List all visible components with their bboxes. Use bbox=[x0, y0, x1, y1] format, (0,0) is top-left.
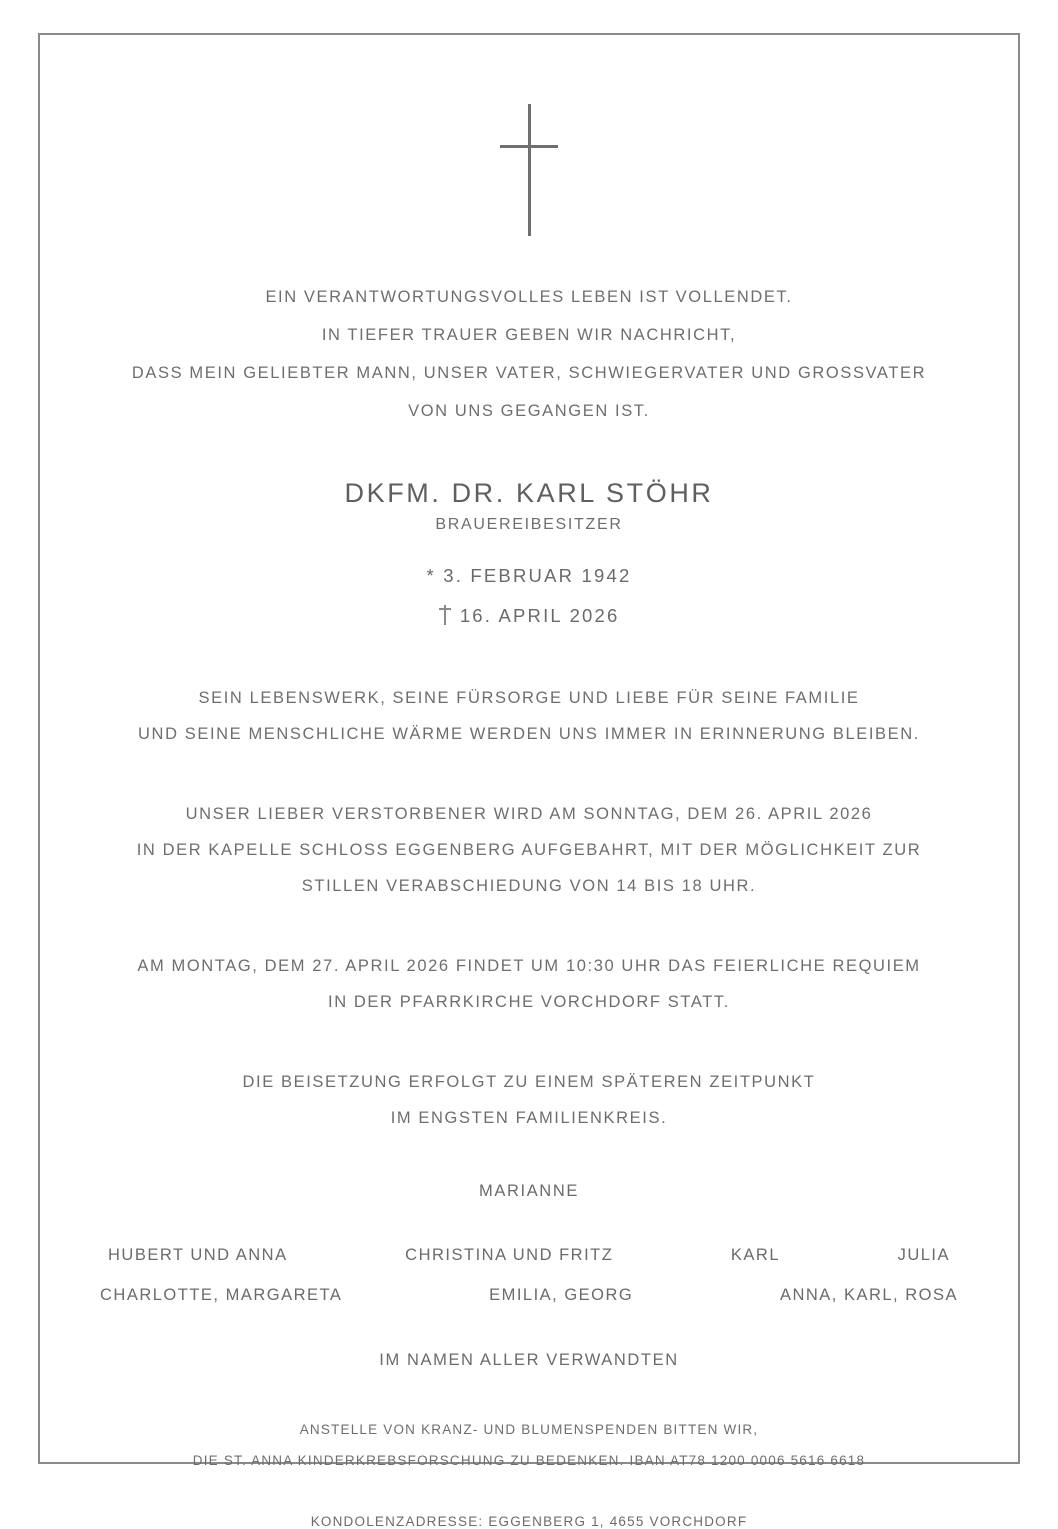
survivor-name: CHARLOTTE, MARGARETA bbox=[100, 1286, 343, 1304]
burial-block bbox=[98, 1064, 960, 1136]
survivors-grid bbox=[98, 1235, 960, 1315]
christian-cross-icon bbox=[98, 104, 960, 244]
survivor-name: JULIA bbox=[897, 1246, 950, 1264]
intro-block bbox=[98, 278, 960, 430]
deceased-name: DKFM. DR. KARL STÖHR bbox=[344, 478, 714, 508]
cross-vertical-bar bbox=[528, 104, 531, 236]
condolence-address: KONDOLENZADRESSE: EGGENBERG 1, 4655 VORCHDORF bbox=[310, 1514, 748, 1529]
survivor-widow: MARIANNE bbox=[479, 1182, 579, 1200]
survivor-name: CHRISTINA UND FRITZ bbox=[405, 1246, 614, 1264]
laying-out-line: UNSER LIEBER VERSTORBENER WIRD AM SONNTAG, DEM 26. APRIL 2026 bbox=[185, 805, 873, 823]
burial-line: DIE BEISETZUNG ERFOLGT ZU EINEM SPÄTEREN ZEITPUNKT bbox=[242, 1073, 816, 1091]
survivor-name: HUBERT UND ANNA bbox=[108, 1246, 288, 1264]
laying-out-block bbox=[98, 796, 960, 904]
cross-horizontal-bar bbox=[500, 145, 558, 148]
dagger-icon bbox=[438, 605, 452, 625]
birth-date: * 3. FEBRUAR 1942 bbox=[426, 565, 632, 586]
requiem-line: AM MONTAG, DEM 27. APRIL 2026 FINDET UM 10:30 UHR DAS FEIERLICHE REQUIEM bbox=[137, 957, 921, 975]
memory-line: SEIN LEBENSWERK, SEINE FÜRSORGE UND LIEBE FÜR SEINE FAMILIE bbox=[198, 689, 860, 707]
survivor-name: EMILIA, GEORG bbox=[489, 1286, 634, 1304]
survivor-name: ANNA, KARL, ROSA bbox=[779, 1286, 958, 1304]
death-date-row bbox=[98, 596, 960, 636]
donation-block bbox=[98, 1414, 960, 1476]
intro-line: IN TIEFER TRAUER GEBEN WIR NACHRICHT, bbox=[321, 326, 737, 344]
survivors-row bbox=[98, 1275, 960, 1315]
relatives-note: IM NAMEN ALLER VERWANDTEN bbox=[379, 1351, 679, 1369]
laying-out-line: IN DER KAPELLE SCHLOSS EGGENBERG AUFGEBAHRT, MIT DER MÖGLICHKEIT ZUR bbox=[136, 841, 922, 859]
donation-line: DIE ST. ANNA KINDERKREBSFORSCHUNG ZU BEDENKEN. IBAN AT78 1200 0006 5616 6618 bbox=[192, 1453, 866, 1468]
burial-line: IM ENGSTEN FAMILIENKREIS. bbox=[390, 1109, 668, 1127]
death-date: 16. APRIL 2026 bbox=[459, 605, 620, 626]
intro-line: EIN VERANTWORTUNGSVOLLES LEBEN IST VOLLENDET. bbox=[265, 288, 793, 306]
intro-line: DASS MEIN GELIEBTER MANN, UNSER VATER, SCHWIEGERVATER UND GROSSVATER bbox=[131, 364, 927, 382]
survivor-name: KARL bbox=[730, 1246, 780, 1264]
requiem-block bbox=[98, 948, 960, 1020]
laying-out-line: STILLEN VERABSCHIEDUNG VON 14 BIS 18 UHR. bbox=[301, 877, 757, 895]
life-dates bbox=[98, 556, 960, 636]
deceased-profession: BRAUEREIBESITZER bbox=[435, 516, 623, 533]
memory-block bbox=[98, 680, 960, 752]
survivors-row bbox=[98, 1235, 960, 1275]
donation-line: ANSTELLE VON KRANZ- UND BLUMENSPENDEN BITTEN WIR, bbox=[299, 1422, 759, 1437]
card-content bbox=[28, 30, 1030, 1529]
requiem-line: IN DER PFARRKIRCHE VORCHDORF STATT. bbox=[328, 993, 730, 1011]
memory-line: UND SEINE MENSCHLICHE WÄRME WERDEN UNS IMMER IN ERINNERUNG BLEIBEN. bbox=[138, 725, 920, 743]
intro-line: VON UNS GEGANGEN IST. bbox=[408, 402, 650, 420]
